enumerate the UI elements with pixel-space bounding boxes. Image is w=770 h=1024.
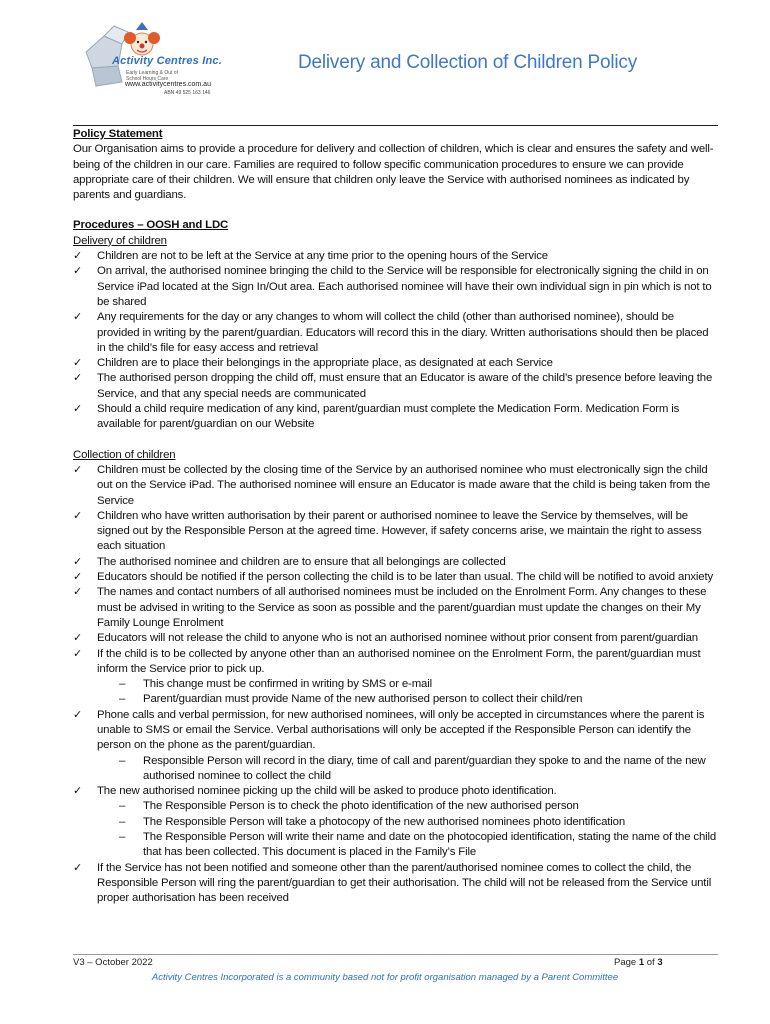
sub-list-item: – Parent/guardian must provide Name of the new authorised person to collect their child/ren xyxy=(119,692,718,707)
list-item: ✓ On arrival, the authorised nominee bringing the child to the Service will be responsible for electronically signing the child in on Service iPad located at the Sign In/Out area. Each authorised nominee will have their own individual sign in pin which is not to be shared xyxy=(73,265,712,308)
list-item: ✓ Educators should be notified if the person collecting the child is to be later than usual. The child will be notified to avoid anxiety xyxy=(73,570,718,585)
sub-list-item: – The Responsible Person will write their name and date on the photocopied identification, stating the name of the child that has been collected. This document is placed in the Family’s File xyxy=(119,831,717,859)
collection-list xyxy=(73,463,718,907)
sub-list-item: – The Responsible Person is to check the photo identification of the new authorised person xyxy=(119,799,718,814)
list-item: ✓ Any requirements for the day or any changes to whom will collect the child (other than authorised nominee), should be provided in writing by the parent/guardian. Educators will record this in the diary. Written authorisations should then be placed in the child’s file for easy access and retrieval xyxy=(73,311,709,354)
sub-list xyxy=(73,799,718,860)
sub-list xyxy=(73,677,718,708)
check-icon: ✓ xyxy=(73,357,83,370)
check-icon: ✓ xyxy=(73,632,83,645)
list-item: ✓ The names and contact numbers of all authorised nominees must be included on the Enrolment Form. Any changes to these must be advised in writing to the Service as soon as possible and the parent/guardian must update the changes on their My Family Lounge Enrolment xyxy=(73,586,707,629)
check-icon: ✓ xyxy=(73,586,83,599)
sub-list-item: – The Responsible Person will take a photocopy of the new authorised nominees photo identification xyxy=(119,815,718,830)
check-icon: ✓ xyxy=(73,555,83,568)
list-item: ✓ Phone calls and verbal permission, for new authorised nominees, will only be accepted in circumstances where the parent is unable to SMS or email the Service. Verbal authorisations will only be accepted if the Responsible Person can identify the person on the phone as the parent/guardian. xyxy=(73,708,705,752)
list-item: ✓ The authorised person dropping the child off, must ensure that an Educator is aware of the child’s presence before leaving the Service, and that any special needs are communicated xyxy=(73,372,713,400)
list-item: ✓ Children must be collected by the closing time of the Service by an authorised nominee who must electronically sign the child out on the Service iPad. The authorised nominee will ensure an Educator is made aware that the child is being taken from the Service xyxy=(73,463,711,507)
list-item: ✓ If the child is to be collected by anyone other than an authorised nominee on the Enrolment Form, the parent/guardian must inform the Service prior to pick up. xyxy=(73,647,701,675)
list-item: ✓ Children are not to be left at the Service at any time prior to the opening hours of the Service xyxy=(73,249,718,264)
check-icon: ✓ xyxy=(73,372,83,385)
check-icon: ✓ xyxy=(73,708,83,721)
procedures-heading: Procedures – OOSH and LDC xyxy=(73,219,229,232)
header-divider xyxy=(73,125,718,126)
list-item: ✓ Educators will not release the child to anyone who is not an authorised nominee without prior consent from parent/guardian xyxy=(73,631,718,646)
dash-icon: – xyxy=(119,678,126,691)
list-item: ✓ The new authorised nominee picking up the child will be asked to produce photo identification. xyxy=(73,784,718,799)
list-item: ✓ Children who have written authorisation by their parent or authorised nominee to leave the Service by themselves, will be signed out by the Responsible Person at the agreed time. However, if safety concerns arise, we maintain the right to assess each situation xyxy=(73,509,702,553)
logo-url: www.activitycentres.com.au xyxy=(125,81,211,88)
sub-list-item: – Responsible Person will record in the diary, time of call and parent/guardian they spoke to and the name of the new authorised nominee to collect the child xyxy=(119,754,706,782)
sub-list-container xyxy=(73,677,718,708)
check-icon: ✓ xyxy=(73,265,83,278)
dash-icon: – xyxy=(119,815,126,828)
logo-tagline: Early Learning & Out of School Hours Care xyxy=(126,70,178,82)
sub-list-container xyxy=(73,754,718,785)
check-icon: ✓ xyxy=(73,785,83,798)
delivery-subheading: Delivery of children xyxy=(73,234,167,247)
dash-icon: – xyxy=(119,800,126,813)
sub-list xyxy=(73,754,718,785)
list-item: ✓ The authorised nominee and children are to ensure that all belongings are collected xyxy=(73,555,718,570)
footer-divider xyxy=(73,954,718,955)
check-icon: ✓ xyxy=(73,647,83,660)
sub-list-item: – This change must be confirmed in writing by SMS or e-mail xyxy=(119,677,718,692)
footer-page-number: Page 1 of 3 xyxy=(614,957,663,968)
document-title: Delivery and Collection of Children Policy xyxy=(298,52,638,73)
check-icon: ✓ xyxy=(73,861,83,874)
check-icon: ✓ xyxy=(73,403,83,416)
logo-abn: ABN 49 525 163 146 xyxy=(164,90,211,96)
footer-version: V3 – October 2022 xyxy=(73,957,153,968)
delivery-list xyxy=(73,249,718,433)
list-item: ✓ Children are to place their belongings in the appropriate place, as designated at each Service xyxy=(73,356,718,371)
policy-statement-heading: Policy Statement xyxy=(73,128,163,140)
check-icon: ✓ xyxy=(73,571,83,584)
dash-icon: – xyxy=(119,831,126,844)
collection-subheading: Collection of children xyxy=(73,448,176,461)
check-icon: ✓ xyxy=(73,250,83,263)
list-item: ✓ Should a child require medication of any kind, parent/guardian must complete the Medication Form. Medication Form is available for parent/guardian on our Website xyxy=(73,403,680,431)
footer-tagline: Activity Centres Incorporated is a community based not for profit organisation managed by a Parent Committee xyxy=(151,972,619,983)
list-item: ✓ If the Service has not been notified and someone other than the parent/authorised nominee comes to collect the child, the Responsible Person will ring the parent/guardian to get their authorisation. The child will not be released from the Service until proper authorisation has been received xyxy=(73,861,712,905)
logo-name: Activity Centres Inc. xyxy=(112,55,222,67)
dash-icon: – xyxy=(119,754,126,767)
policy-statement-text: Our Organisation aims to provide a procedure for delivery and collection of children, which is clear and ensures the safety and well-being of the children in our care. Families are required to follow specific communication procedures to ensure we can provide appropriate care of their children. We will ensure that children only leave the Service with authorised nominees as indicated by parents and guardians. xyxy=(73,143,714,202)
sub-list-container xyxy=(73,799,718,860)
policy-content xyxy=(73,127,718,907)
dash-icon: – xyxy=(119,693,126,706)
check-icon: ✓ xyxy=(73,311,83,324)
check-icon: ✓ xyxy=(73,509,83,522)
check-icon: ✓ xyxy=(73,463,83,476)
